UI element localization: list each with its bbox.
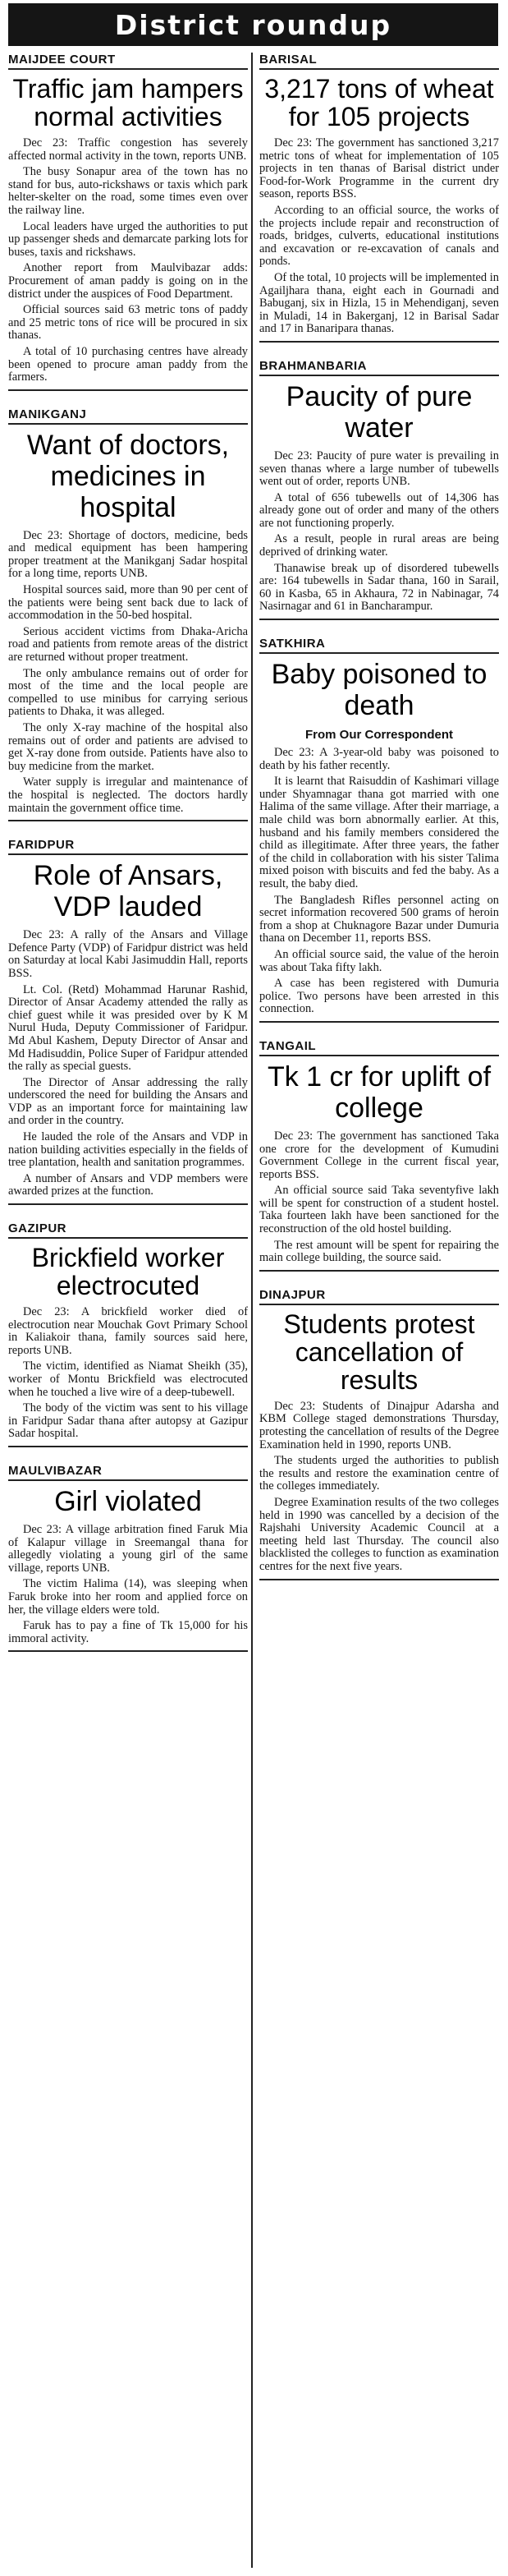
paragraph: Dec 23: Paucity of pure water is prevailing in seven thanas where a large number of tubewells went out of order, reports UNB. <box>259 448 499 489</box>
paragraph: He lauded the role of the Ansars and VDP in nation building activities especially in the fields of tree plantation, health and sanitation programmes. <box>8 1130 248 1170</box>
paragraph: Dec 23: The government has sanctioned 3,217 metric tons of wheat for implementation of 105 projects in ten thanas of Barisal district under Food-for-Work Programme in the current dry season, reports BSS. <box>259 136 499 201</box>
story-maijdee <box>8 53 248 396</box>
paragraph: The Director of Ansar addressing the rally underscored the need for building the Ansars and VDP as an important force for maintaining law and order in the country. <box>8 1075 248 1128</box>
headline: Role of Ansars, VDP lauded <box>33 860 223 923</box>
paragraph: The only ambulance remains out of order for most of the time and the local people are compelled to use minibus for carrying serious patients to Dhaka, it was alleged. <box>8 666 248 719</box>
paragraph: The Bangladesh Rifles personnel acting on secret information recovered 500 grams of heroin from a shop at Chuknagore Bazar under Dumuria thana on December 11, reports BSS. <box>259 893 499 945</box>
paragraph: The victim, identified as Niamat Sheikh (35), worker of Montu Brickfield was electrocuted when he touched a live wire of a deep-tubewell. <box>8 1359 248 1399</box>
paragraph: As a result, people in rural areas are being deprived of drinking water. <box>259 532 499 559</box>
paragraph: Dec 23: A rally of the Ansars and Village Defence Party (VDP) of Faridpur district was held on Saturday at local Kabi Jasimuddin Hall, reports BSS. <box>8 928 248 980</box>
paragraph: A number of Ansars and VDP members were awarded prizes at the function. <box>8 1171 248 1198</box>
paragraph: A case has been registered with Dumuria police. Two persons have been arrested in this connection. <box>259 977 499 1016</box>
story-gazipur <box>8 1221 248 1452</box>
story-manikganj <box>8 407 248 826</box>
column-divider <box>251 53 253 2568</box>
paragraph: The rest amount will be spent for repairing the main college building, the source said. <box>259 1238 499 1265</box>
paragraph: Serious accident victims from Dhaka-Aricha road and patients from remote areas of the district are returned without proper treatment. <box>8 624 248 665</box>
paragraph: Official sources said 63 metric tons of paddy and 25 metric tons of rice will be procured in six thanas. <box>8 303 248 343</box>
headline: 3,217 tons of wheat for 105 projects <box>264 74 494 131</box>
paragraph: The busy Sonapur area of the town has no stand for bus, auto-rickshaws or taxis which park helter-skelter on the road, some times even over the railway line. <box>8 165 248 217</box>
paragraph: Lt. Col. (Retd) Mohammad Harunar Rashid, Director of Ansar Academy attended the rally as chief guest while it was presided over by K M Nurul Huda, Deputy Commissioner of Faridpur. Md Abul Kashem, Deputy Director of Ansar and Md Hadisuddin, Police Super of Faridpur attended the rally as special guests. <box>8 982 248 1074</box>
paragraph: An official source said Taka seventyfive lakh will be spent for construction of a student hostel. Taka fourteen lakh have been sanctioned for the reconstruction of the old hostel building. <box>259 1184 499 1236</box>
paragraph: Local leaders have urged the authorities to put up passenger sheds and demarcate parking lots for buses, taxis and rickshaws. <box>8 219 248 259</box>
paragraph: Degree Examination results of the two colleges held in 1990 was cancelled by a decision of the Rajshahi University Academic Council at a meeting held last Thursday. The council also blacklisted the colleges to function as examination centres for the next five years. <box>259 1496 499 1573</box>
paragraph: Faruk has to pay a fine of Tk 15,000 for his immoral activity. <box>8 1619 248 1645</box>
paragraph: Water supply is irregular and maintenance of the hospital is neglected. The doctors hardly maintain the government office time. <box>8 775 248 815</box>
headline: Students protest cancellation of results <box>283 1309 475 1395</box>
dateline: SATKHIRA <box>259 637 499 654</box>
left-column <box>8 53 248 2568</box>
paragraph: Dec 23: A 3-year-old baby was poisoned to death by his father recently. <box>259 746 499 772</box>
paragraph: The students urged the authorities to publish the results and restore the examination centre of the colleges immediately. <box>259 1454 499 1493</box>
story-maulvibazar <box>8 1464 248 1657</box>
paragraph: Thanawise break up of disordered tubewells are: 164 tubewells in Sadar thana, 160 in Sarail, 60 in Kasba, 65 in Akhaura, 72 in Nabinagar, 74 Nasirnagar and 61 in Bancharampur. <box>259 561 499 614</box>
headline: Want of doctors, medicines in hospital <box>26 429 230 523</box>
paragraph: Of the total, 10 projects will be implemented in Agailjhara thana, eight each in Gournadi and Babuganj, six in Hizla, 15 in Mehendiganj, seven in Muladi, 14 in Bakerganj, 12 in Barisal Sadar and 17 in Banaripara thanas. <box>259 270 499 336</box>
paragraph: A total of 10 purchasing centres have already been opened to procure aman paddy from the farmers. <box>8 344 248 384</box>
paragraph: The victim Halima (14), was sleeping when Faruk broke into her room and applied force on her, the village elders were told. <box>8 1577 248 1617</box>
paragraph: A total of 656 tubewells out of 14,306 has already gone out of order and many of the others are not functioning properly. <box>259 490 499 530</box>
headline: Brickfield worker electrocuted <box>31 1243 225 1301</box>
paragraph: Dec 23: A village arbitration fined Faruk Mia of Kalapur village in Sreemangal thana for allegedly violating a young girl of the same village, reports UNB. <box>8 1522 248 1575</box>
banner-title: District roundup <box>114 8 392 41</box>
story-dinajpur <box>259 1288 499 1585</box>
dateline: DINAJPUR <box>259 1288 499 1305</box>
dateline: TANGAIL <box>259 1039 499 1056</box>
story-brahmanbaria <box>259 359 499 625</box>
paragraph: Dec 23: A brickfield worker died of electrocution near Mouchak Govt Primary School in Kaliakoir thana, family sources said here, reports UNB. <box>8 1305 248 1357</box>
paragraph: The body of the victim was sent to his village in Faridpur Sadar thana after autopsy at Gazipur Sadar hospital. <box>8 1401 248 1441</box>
dateline: MAULVIBAZAR <box>8 1464 248 1481</box>
dateline: MAIJDEE COURT <box>8 53 248 70</box>
paragraph: An official source said, the value of the heroin was about Taka fifty lakh. <box>259 947 499 974</box>
right-column <box>259 53 499 2568</box>
headline: Traffic jam hampers normal activities <box>12 74 244 131</box>
paragraph: According to an official source, the works of the projects include repair and reconstruction of roads, bridges, culverts, educational institutions and excavation or re-excavation of canals and ponds. <box>259 203 499 269</box>
headline: Baby poisoned to death <box>271 659 487 722</box>
paragraph: Dec 23: Shortage of doctors, medicine, beds and medical equipment has been hampering proper treatment at the Manikganj Sadar hospital for a long time, reports UNB. <box>8 528 248 581</box>
dateline: BARISAL <box>259 53 499 70</box>
story-barisal <box>259 53 499 347</box>
headline: Paucity of pure water <box>286 380 473 444</box>
paragraph: Dec 23: Students of Dinajpur Adarsha and KBM College staged demonstrations Thursday, protesting the cancellation of results of the Degree Examination held in 1990, reports UNB. <box>259 1399 499 1451</box>
paragraph: Another report from Maulvibazar adds: Procurement of aman paddy is going on in the district under the auspices of Food Department. <box>8 261 248 301</box>
story-faridpur <box>8 838 248 1210</box>
paragraph: Dec 23: The government has sanctioned Taka one crore for the development of Kumudini Government College in the current fiscal year, reports BSS. <box>259 1129 499 1181</box>
section-banner <box>8 3 498 46</box>
paragraph: The only X-ray machine of the hospital also remains out of order and patients are advised to get X-ray done from outside. Patients have also to buy medicine from the market. <box>8 721 248 773</box>
paragraph: It is learnt that Raisuddin of Kashimari village under Shyamnagar thana got married with one Halima of the same village. After their marriage, a male child was born abnormally earlier. At this, husband and his family members considered the child as illegitimate. After three years, the father of the child in collaboration with his sister Talima mixed poison with biscuits and fed the baby. As a result, the baby died. <box>259 775 499 890</box>
story-satkhira <box>259 637 499 1028</box>
headline: Tk 1 cr for uplift of college <box>267 1060 492 1124</box>
headline: Girl violated <box>54 1485 202 1517</box>
dateline: FARIDPUR <box>8 838 248 855</box>
paragraph: Hospital sources said, more than 90 per cent of the patients were being sent back due to lack of accommodation in the 50-bed hospital. <box>8 583 248 623</box>
dateline: MANIKGANJ <box>8 407 248 425</box>
byline: From Our Correspondent <box>304 728 453 743</box>
dateline: BRAHMANBARIA <box>259 359 499 376</box>
dateline: GAZIPUR <box>8 1221 248 1239</box>
paragraph: Dec 23: Traffic congestion has severely affected normal activity in the town, reports UNB. <box>8 136 248 163</box>
story-tangail <box>259 1039 499 1276</box>
